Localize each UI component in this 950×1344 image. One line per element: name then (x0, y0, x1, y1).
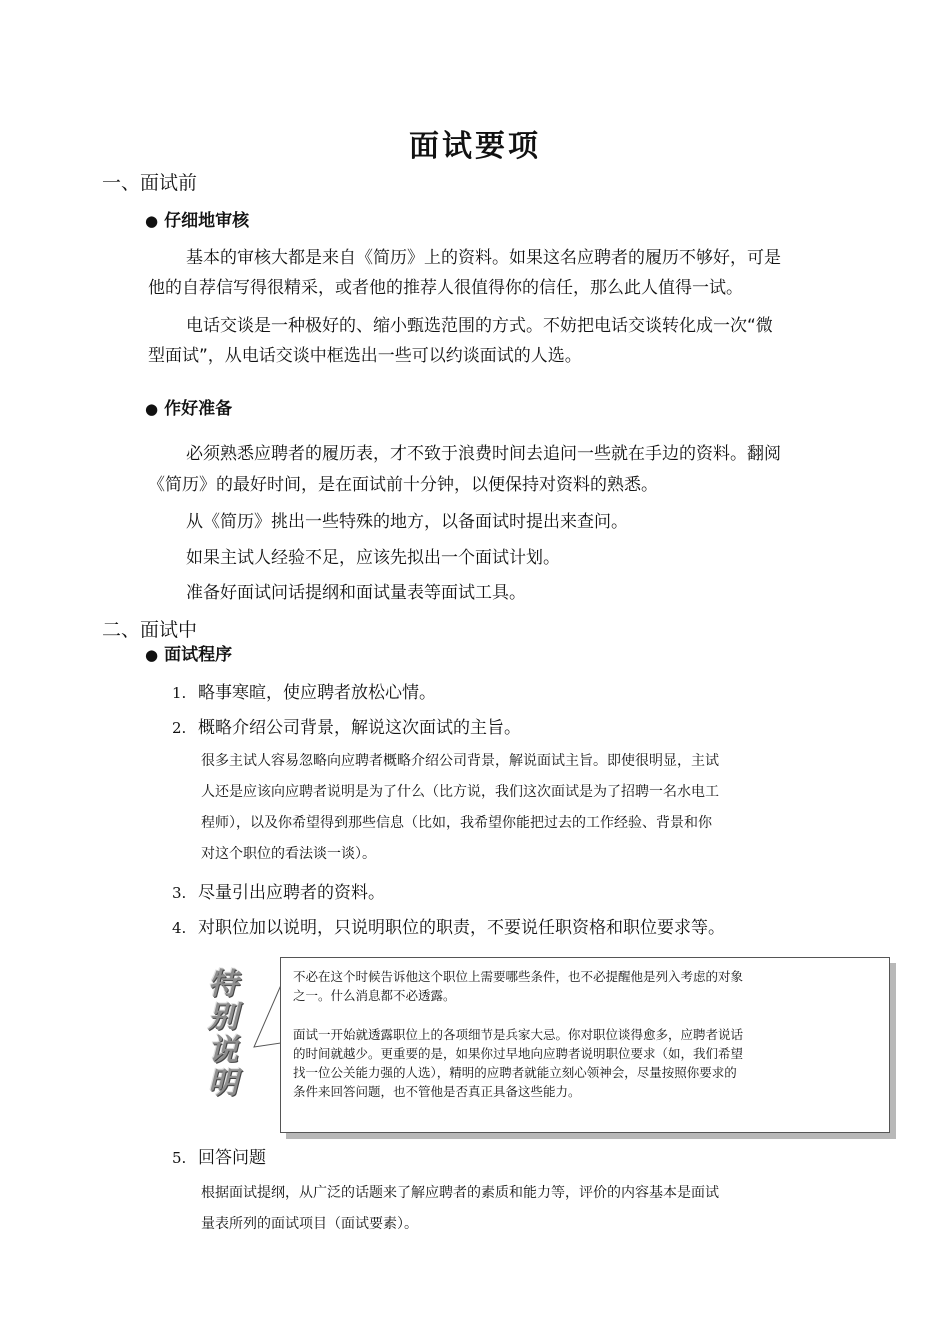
note-line: 程师），以及你希望得到那些信息（比如，我希望你能把过去的工作经验、背景和你 (201, 815, 712, 831)
stamp-char: 明 (208, 1066, 238, 1101)
paragraph-line: 基本的审核大都是来自《简历》上的资料。如果这名应聘者的履历不够好，可是 (186, 248, 781, 268)
list-item-number: 5. (172, 1149, 187, 1167)
callout-line: 找一位公关能力强的人选），精明的应聘者就能立刻心领神会，尽量按照你要求的 (293, 1065, 737, 1080)
list-item-text: 对职位加以说明，只说明职位的职责，不要说任职资格和职位要求等。 (198, 918, 725, 938)
subheading-review-label: 仔细地审核 (164, 211, 250, 231)
list-item (172, 913, 725, 938)
list-item-number: 2. (172, 719, 187, 737)
callout-line: 之一。什么消息都不必透露。 (293, 988, 456, 1003)
paragraph-line: 如果主试人经验不足，应该先拟出一个面试计划。 (186, 548, 560, 568)
paragraph-line: 型面试”，从电话交谈中框选出一些可以约谈面试的人选。 (148, 346, 582, 366)
subheading-procedure (145, 640, 232, 665)
note-line: 量表所列的面试项目（面试要素）。 (201, 1216, 418, 1232)
list-item-text: 略事寒暄，使应聘者放松心情。 (198, 683, 436, 703)
list-item (172, 713, 521, 738)
callout-line: 不必在这个时候告诉他这个职位上需要哪些条件，也不必提醒他是列入考虑的对象 (293, 969, 744, 984)
paragraph-line: 必须熟悉应聘者的履历表，才不致于浪费时间去追问一些就在手边的资料。翻阅 (186, 444, 781, 464)
paragraph-line: 他的自荐信写得很精采，或者他的推荐人很值得你的信任，那么此人值得一试。 (148, 278, 743, 298)
callout-line: 条件来回答问题，也不管他是否真正具备这些能力。 (293, 1084, 581, 1099)
list-item-number: 4. (172, 919, 187, 937)
section-heading-before-interview: 一、面试前 (102, 172, 198, 194)
list-item-text: 概略介绍公司背景，解说这次面试的主旨。 (198, 718, 521, 738)
subheading-procedure-label: 面试程序 (164, 645, 233, 665)
special-note-callout (280, 957, 890, 1133)
callout-line: 的时间就越少。更重要的是，如果你过早地向应聘者说明职位要求（如，我们希望 (293, 1046, 744, 1061)
stamp-char: 特 (208, 967, 238, 1002)
stamp-char: 说 (208, 1033, 238, 1068)
note-line: 人还是应该向应聘者说明是为了什么（比方说，我们这次面试是为了招聘一名水电工 (201, 784, 719, 800)
list-item (172, 678, 436, 703)
callout-line: 面试一开始就透露职位上的各项细节是兵家大忌。你对职位谈得愈多，应聘者说话 (293, 1027, 744, 1042)
stamp-char: 别 (208, 1000, 238, 1035)
list-item-text: 回答问题 (198, 1148, 266, 1168)
paragraph-line: 从《简历》挑出一些特殊的地方，以备面试时提出来查问。 (186, 512, 628, 532)
bullet-icon: ● (145, 212, 159, 230)
subheading-prepare-label: 作好准备 (164, 399, 233, 419)
note-line: 对这个职位的看法谈一谈）。 (201, 846, 376, 862)
list-item-text: 尽量引出应聘者的资料。 (198, 883, 385, 903)
list-item (172, 878, 385, 903)
paragraph-line: 电话交谈是一种极好的、缩小甄选范围的方式。不妨把电话交谈转化成一次“微 (186, 316, 773, 336)
paragraph-line: 《简历》的最好时间，是在面试前十分钟，以便保持对资料的熟悉。 (148, 475, 658, 495)
list-item-number: 3. (172, 884, 187, 902)
page-title: 面试要项 (409, 129, 541, 164)
note-line: 根据面试提纲，从广泛的话题来了解应聘者的素质和能力等，评价的内容基本是面试 (201, 1185, 719, 1201)
bullet-icon: ● (145, 400, 159, 418)
section-heading-during-interview: 二、面试中 (102, 619, 198, 641)
subheading-prepare (145, 394, 232, 419)
list-item (172, 1143, 266, 1168)
callout-pointer (248, 985, 284, 1055)
paragraph-line: 准备好面试问话提纲和面试量表等面试工具。 (186, 583, 526, 603)
bullet-icon: ● (145, 646, 159, 664)
subheading-review (145, 206, 249, 231)
list-item-number: 1. (172, 684, 187, 702)
note-line: 很多主试人容易忽略向应聘者概略介绍公司背景，解说面试主旨。即使很明显，主试 (201, 753, 719, 769)
